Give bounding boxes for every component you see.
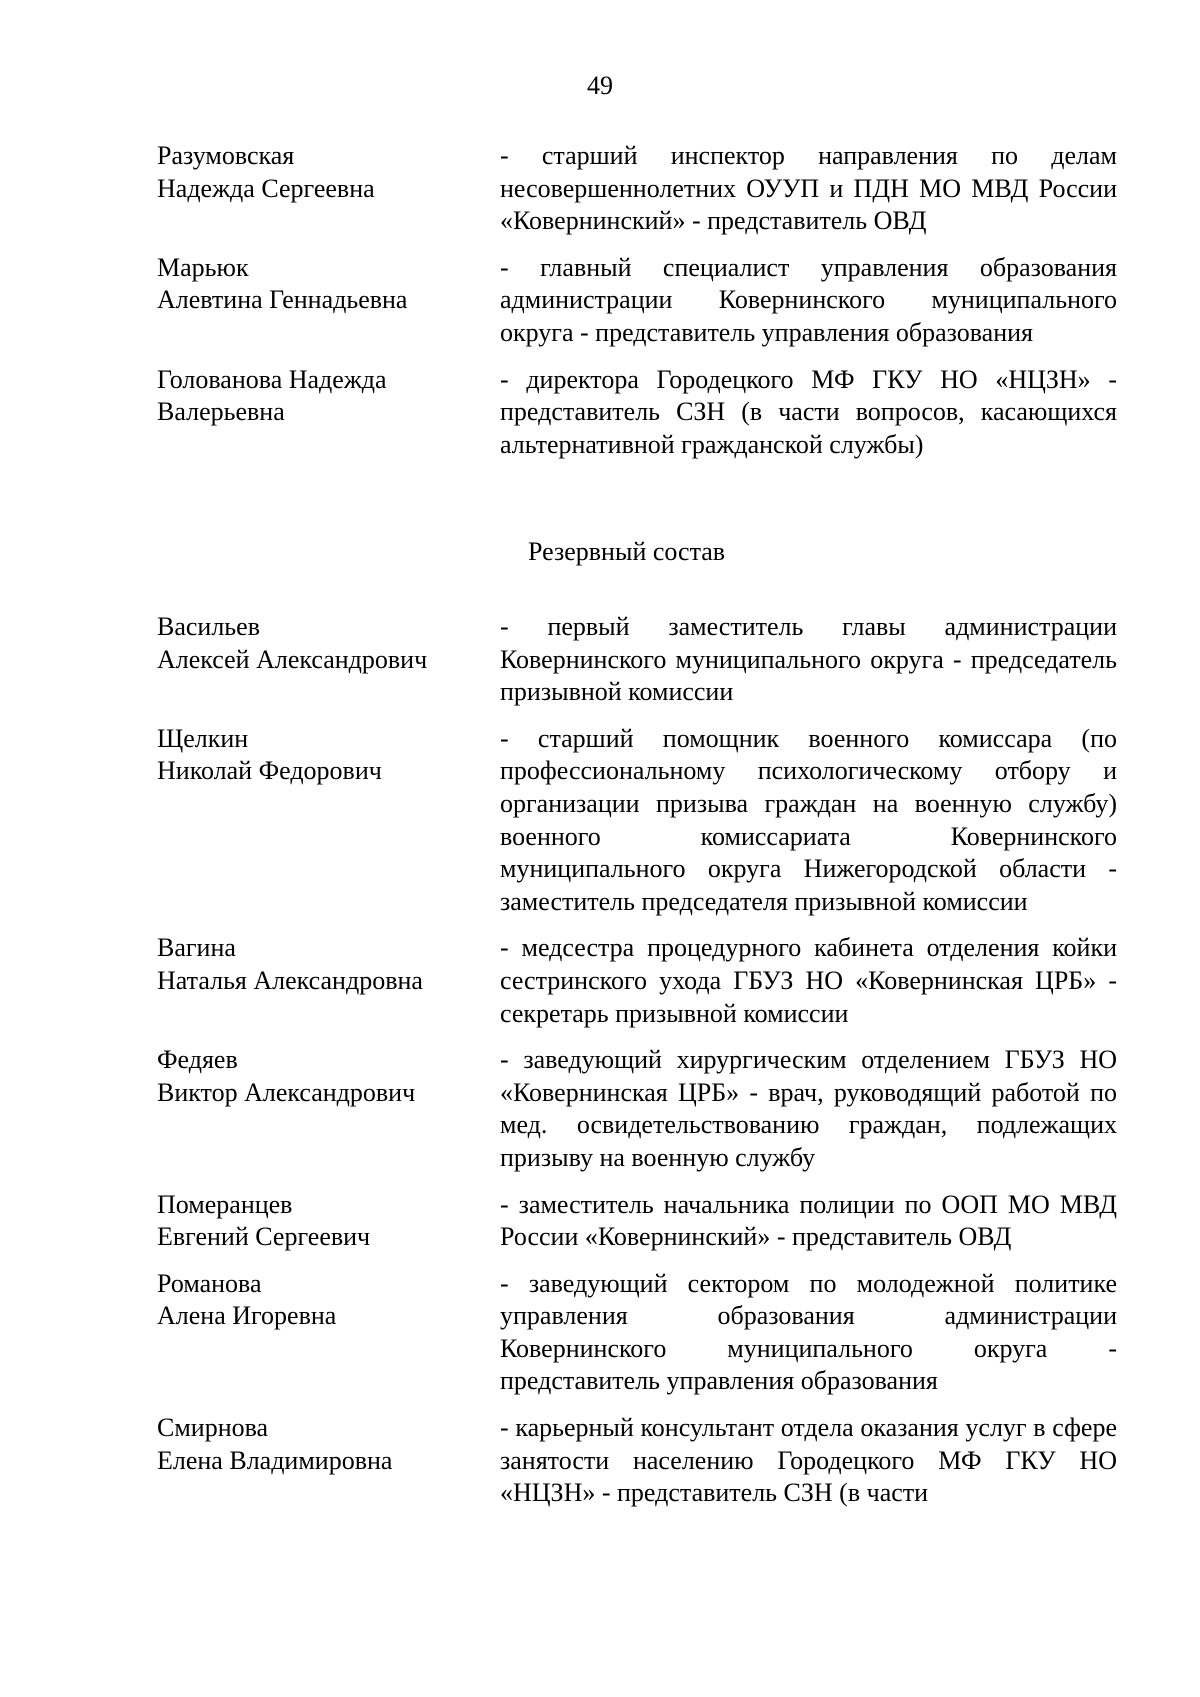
member-given-name: Алексей Александрович [157, 644, 428, 674]
member-entry [157, 1189, 1117, 1254]
member-name [157, 1268, 500, 1398]
member-surname: Щелкин [157, 723, 249, 753]
member-surname: Голованова Надежда [157, 364, 387, 394]
member-name [157, 932, 500, 1030]
member-surname: Смирнова [157, 1413, 269, 1443]
member-entry [157, 723, 1117, 919]
member-surname: Васильев [157, 612, 260, 641]
member-position: - заведующий хирургическим отделением ГБУЗ НО «Ковернинская ЦРБ» - врач, руководящий работой по мед. освидетельствованию граждан, подлежащих призыву на военную службу [500, 1045, 1117, 1172]
member-entry [157, 364, 1117, 462]
member-position: - карьерный консультант отдела оказания услуг в сфере занятости населению Городецкого МФ ГКУ НО «НЦЗН» - представитель СЗН (в части [500, 1413, 1117, 1508]
member-position: - медсестра процедурного кабинета отделения койки сестринского ухода ГБУЗ НО «Ковернинская ЦРБ» - секретарь призывной комиссии [500, 933, 1117, 1028]
member-given-name: Евгений Сергеевич [157, 1222, 371, 1252]
member-position: - старший помощник военного комиссара (по профессиональному психологическому отбору и организации призыва граждан на военную службу) военного комиссариата Ковернинского муниципального округа Нижегородской области - заместитель председателя призывной комиссии [500, 723, 1117, 916]
member-surname: Марьюк [157, 252, 249, 282]
member-position: - заместитель начальника полиции по ООП МО МВД России «Ковернинский» - представитель ОВД [500, 1189, 1117, 1252]
member-entry [157, 932, 1117, 1030]
member-entry [157, 611, 1117, 709]
member-name [157, 364, 500, 462]
reserve-members-list [157, 611, 1117, 1510]
member-position: - первый заместитель главы администрации Ковернинского муниципального округа - председатель призывной комиссии [500, 612, 1117, 707]
member-entry [157, 140, 1117, 238]
member-given-name: Надежда Сергеевна [157, 173, 375, 203]
member-surname: Померанцев [157, 1189, 293, 1219]
member-surname: Романова [157, 1268, 262, 1298]
member-entry [157, 1268, 1117, 1398]
member-name [157, 611, 500, 709]
member-entry [157, 1412, 1117, 1510]
member-position: - директора Городецкого МФ ГКУ НО «НЦЗН» - представитель СЗН (в части вопросов, касающихся альтернативной гражданской службы) [500, 364, 1117, 459]
member-name [157, 1044, 500, 1174]
member-name [157, 723, 500, 919]
member-given-name: Елена Владимировна [157, 1445, 393, 1475]
member-name [157, 140, 500, 238]
member-entry [157, 252, 1117, 350]
reserve-section-title: Резервный состав [528, 537, 726, 566]
member-given-name: Алевтина Геннадьевна [157, 285, 408, 315]
member-surname: Разумовская [157, 141, 295, 170]
member-given-name: Алена Игоревна [157, 1301, 337, 1331]
member-given-name: Наталья Александровна [157, 965, 423, 995]
page-number: 49 [587, 71, 613, 100]
member-surname: Вагина [157, 933, 236, 963]
member-surname: Федяев [157, 1045, 238, 1075]
member-name [157, 1412, 500, 1510]
member-name [157, 252, 500, 350]
main-members-list [157, 140, 1117, 461]
member-given-name: Валерьевна [157, 397, 285, 427]
member-position: - заведующий сектором по молодежной политике управления образования администрации Ковернинского муниципального округа - представитель управления образования [500, 1268, 1117, 1396]
member-position: - главный специалист управления образования администрации Ковернинского муниципального округа - представитель управления образования [500, 252, 1117, 347]
member-position: - старший инспектор направления по делам несовершеннолетних ОУУП и ПДН МО МВД России «Ковернинский» - представитель ОВД [500, 141, 1117, 236]
member-entry [157, 1044, 1117, 1174]
member-name [157, 1189, 500, 1254]
member-given-name: Николай Федорович [157, 756, 382, 786]
member-given-name: Виктор Александрович [157, 1077, 416, 1107]
